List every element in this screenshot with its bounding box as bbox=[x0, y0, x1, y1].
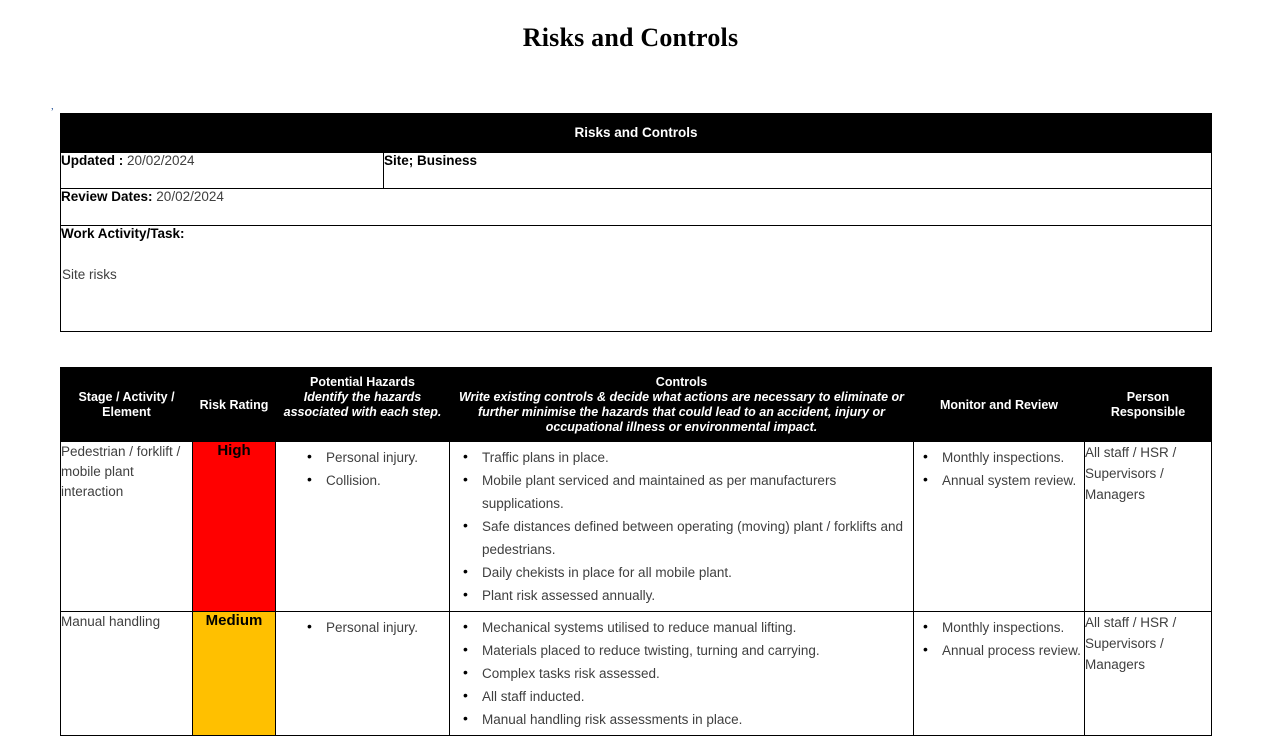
list-item: • Safe distances defined between operating (moving) plant / forklifts and pedestrians. bbox=[481, 515, 913, 561]
list-item: • Monthly inspections. bbox=[941, 446, 1084, 469]
list-item: • Personal injury. bbox=[325, 616, 449, 639]
updated-cell bbox=[61, 153, 384, 189]
list-item: • Traffic plans in place. bbox=[481, 446, 913, 469]
column-header-stage bbox=[61, 368, 193, 442]
cell-potential-hazards bbox=[276, 612, 450, 736]
cell-person-responsible: All staff / HSR / Supervisors / Managers bbox=[1085, 442, 1212, 612]
info-banner-title: Risks and Controls bbox=[61, 114, 1212, 153]
list-item: • Plant risk assessed annually. bbox=[481, 584, 913, 607]
cell-person-responsible: All staff / HSR / Supervisors / Managers bbox=[1085, 612, 1212, 736]
column-header-controls-sub: Write existing controls & decide what actions are necessary to eliminate or further minimise the hazards that could lead to an accident, injury or occupational illness or environmental impact. bbox=[458, 390, 905, 434]
info-updated-row bbox=[61, 153, 1212, 189]
cell-risk-rating: Medium bbox=[193, 612, 276, 736]
risks-and-controls-table bbox=[60, 367, 1212, 736]
cell-controls bbox=[450, 442, 914, 612]
info-work-activity-row bbox=[61, 226, 1212, 332]
risk-table-header-row bbox=[61, 368, 1212, 442]
info-review-row bbox=[61, 189, 1212, 226]
column-header-risk-rating-title: Risk Rating bbox=[199, 397, 269, 412]
list-item: • Mobile plant serviced and maintained as per manufacturers supplications. bbox=[481, 469, 913, 515]
review-dates-label: Review Dates: bbox=[61, 189, 153, 204]
controls-list-row-1 bbox=[450, 446, 913, 607]
work-activity-cell bbox=[61, 226, 1212, 332]
updated-label: Updated : bbox=[61, 153, 127, 168]
hazards-list-row-1 bbox=[276, 446, 449, 492]
controls-list-row-2 bbox=[450, 616, 913, 731]
column-header-monitor-review bbox=[914, 368, 1085, 442]
table-row bbox=[61, 442, 1212, 612]
document-info-table bbox=[60, 113, 1212, 332]
review-dates-value: 20/02/2024 bbox=[152, 189, 224, 204]
cell-risk-rating: High bbox=[193, 442, 276, 612]
column-header-controls-title: Controls bbox=[655, 375, 708, 389]
list-item: • Daily chekists in place for all mobile plant. bbox=[481, 561, 913, 584]
column-header-potential-hazards-title: Potential Hazards bbox=[310, 375, 415, 389]
list-item: • Personal injury. bbox=[325, 446, 449, 469]
list-item: • Annual system review. bbox=[941, 469, 1084, 492]
cell-monitor-review bbox=[914, 612, 1085, 736]
list-item: • Monthly inspections. bbox=[941, 616, 1084, 639]
column-header-person-responsible-title: Person Responsible bbox=[1110, 390, 1186, 419]
list-item: • Mechanical systems utilised to reduce manual lifting. bbox=[481, 616, 913, 639]
updated-value: 20/02/2024 bbox=[127, 153, 195, 168]
column-header-potential-hazards bbox=[276, 368, 450, 442]
list-item: • All staff inducted. bbox=[481, 685, 913, 708]
risk-table-body bbox=[61, 442, 1212, 736]
column-header-controls bbox=[450, 368, 914, 442]
column-header-risk-rating bbox=[193, 368, 276, 442]
cell-stage: Pedestrian / forklift / mobile plant interaction bbox=[61, 442, 193, 612]
site-label: Site; Business bbox=[384, 153, 478, 168]
cell-monitor-review bbox=[914, 442, 1085, 612]
work-activity-value: Site risks bbox=[62, 267, 117, 282]
cell-stage: Manual handling bbox=[61, 612, 193, 736]
list-item: • Complex tasks risk assessed. bbox=[481, 662, 913, 685]
site-cell bbox=[384, 153, 1212, 189]
column-header-stage-title: Stage / Activity / Element bbox=[78, 390, 175, 419]
monitor-list-row-2 bbox=[914, 616, 1084, 662]
hazards-list-row-2 bbox=[276, 616, 449, 639]
column-header-monitor-review-title: Monitor and Review bbox=[939, 397, 1059, 412]
monitor-list-row-1 bbox=[914, 446, 1084, 492]
list-item: • Collision. bbox=[325, 469, 449, 492]
table-row bbox=[61, 612, 1212, 736]
page-title: Risks and Controls bbox=[522, 23, 739, 52]
column-header-potential-hazards-sub: Identify the hazards associated with each step. bbox=[283, 390, 442, 419]
cell-controls bbox=[450, 612, 914, 736]
stray-comma-mark: , bbox=[51, 100, 54, 112]
column-header-person-responsible bbox=[1085, 368, 1212, 442]
info-banner-row bbox=[61, 114, 1212, 153]
cell-potential-hazards bbox=[276, 442, 450, 612]
list-item: • Materials placed to reduce twisting, turning and carrying. bbox=[481, 639, 913, 662]
list-item: • Manual handling risk assessments in place. bbox=[481, 708, 913, 731]
review-dates-cell bbox=[61, 189, 1212, 226]
work-activity-label: Work Activity/Task: bbox=[61, 226, 185, 241]
list-item: • Annual process review. bbox=[941, 639, 1084, 662]
